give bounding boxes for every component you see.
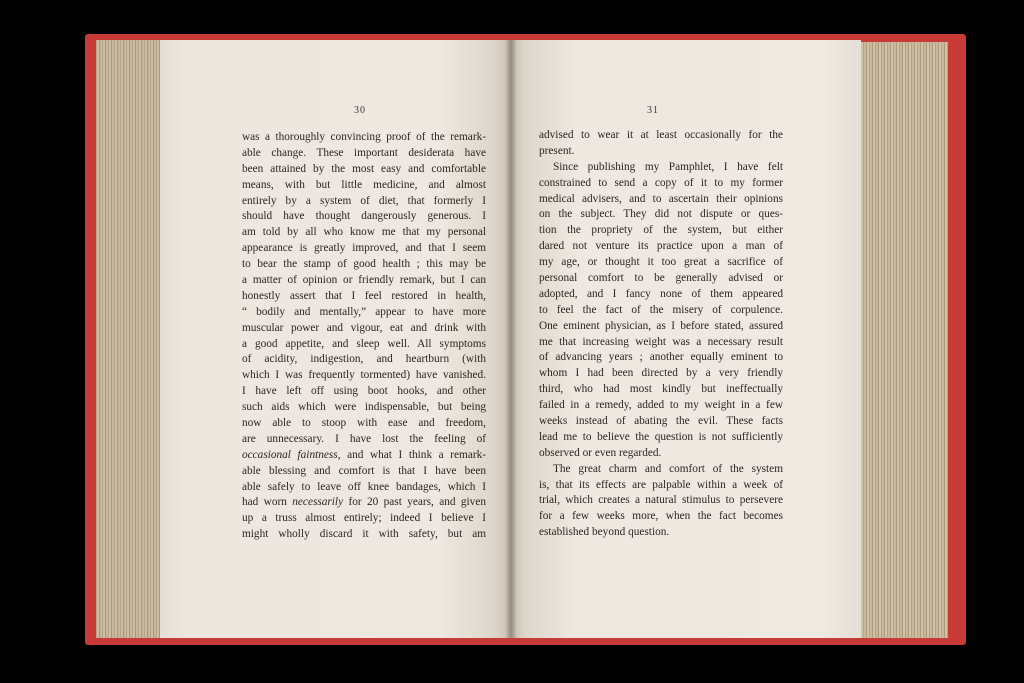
text-line: for a few weeks more, when the fact becomes bbox=[539, 510, 783, 523]
text-line: which I was frequently tormented) have vanished. bbox=[242, 369, 486, 382]
left-page bbox=[160, 40, 511, 638]
paragraph-first-line: The great charm and comfort of the system bbox=[553, 462, 783, 475]
text-line: adopted, and I fancy none of them appeared bbox=[539, 287, 783, 300]
text-line: tion the propriety of the system, but either bbox=[539, 224, 783, 237]
text-line: are unnecessary. I have lost the feeling of bbox=[242, 432, 486, 445]
text-line: to feel the fact of the misery of corpulence. bbox=[539, 303, 783, 316]
right-page-text bbox=[539, 128, 783, 541]
page-number: 31 bbox=[647, 105, 659, 116]
paragraph-first-line: Since publishing my Pamphlet, I have felt bbox=[553, 160, 783, 173]
text-line: appearance is greatly improved, and that I seem bbox=[242, 242, 486, 255]
text-line: advised to wear it at least occasionally for the bbox=[539, 129, 783, 141]
text-line: whom I had been directed by a very friendly bbox=[539, 367, 783, 380]
text-line: was a thoroughly convincing proof of the remark- bbox=[242, 131, 486, 143]
text-line: honestly assert that I feel restored in health, bbox=[242, 289, 486, 302]
text-line: established beyond question. bbox=[539, 526, 670, 539]
text-line: now able to stoop with ease and freedom, bbox=[242, 417, 486, 430]
text-line: am told by all who know me that my personal bbox=[242, 226, 486, 239]
text-line: might wholly discard it with safety, but am bbox=[242, 528, 486, 541]
text-line: present. bbox=[539, 144, 575, 157]
text-line: had worn necessarily for 20 past years, and given bbox=[242, 496, 486, 509]
text-line: “ bodily and mentally,” appear to have more bbox=[242, 305, 486, 318]
page-edges-left bbox=[96, 40, 168, 638]
text-line: up a truss almost entirely; indeed I believe I bbox=[242, 512, 486, 525]
text-line: personal comfort to be generally advised or bbox=[539, 272, 783, 285]
left-page-text bbox=[242, 130, 486, 543]
text-line: such aids which were indispensable, but being bbox=[242, 401, 486, 414]
book-gutter bbox=[505, 40, 517, 638]
text-line: medical advisers, and to ascertain their opinions bbox=[539, 192, 783, 205]
text-line: me that increasing weight was a necessary result bbox=[539, 335, 783, 348]
text-line: able blessing and comfort is that I have been bbox=[242, 464, 486, 477]
text-line: trial, which creates a natural stimulus to persevere bbox=[539, 494, 783, 507]
text-line: weeks instead of abating the evil. These facts bbox=[539, 415, 783, 428]
text-line: a good appetite, and sleep well. All symptoms bbox=[242, 337, 486, 350]
text-line: been attained by the most easy and comfortable bbox=[242, 162, 486, 175]
text-line: failed in a remedy, added to my weight in a few bbox=[539, 399, 783, 412]
text-line: on the subject. They did not dispute or ques- bbox=[539, 208, 783, 221]
text-line: entirely by a system of diet, that formerly I bbox=[242, 194, 486, 207]
text-line: dared not venture its practice upon a man of bbox=[539, 240, 783, 253]
text-line: able safely to leave off knee bandages, which I bbox=[242, 480, 486, 493]
text-line: my age, or thought it too great a sacrifice of bbox=[539, 256, 783, 269]
text-line: to bear the stamp of good health ; this may be bbox=[242, 258, 486, 271]
text-line: should have thought dangerously generous. I bbox=[242, 210, 486, 223]
text-line: of advancing years ; another equally eminent to bbox=[539, 351, 783, 364]
text-line: observed or even regarded. bbox=[539, 446, 662, 459]
right-page bbox=[511, 40, 861, 638]
text-line: One eminent physician, as I before stated, assured bbox=[539, 319, 783, 332]
text-line: a matter of opinion or friendly remark, but I can bbox=[242, 274, 486, 287]
text-line: of acidity, indigestion, and heartburn (with bbox=[242, 353, 486, 366]
text-line: is, that its effects are palpable within a week of bbox=[539, 478, 783, 491]
text-line: able change. These important desiderata have bbox=[242, 146, 486, 159]
text-line: third, who had most kindly but ineffectually bbox=[539, 383, 783, 396]
page-number: 30 bbox=[354, 105, 366, 116]
text-line: muscular power and vigour, eat and drink with bbox=[242, 321, 486, 334]
text-line: I have left off using boot hooks, and other bbox=[242, 385, 486, 398]
text-line: constrained to send a copy of it to my former bbox=[539, 176, 783, 189]
page-edges-right bbox=[858, 42, 948, 638]
text-line-italic-start: occasional faintness, and what I think a remark- bbox=[242, 448, 487, 461]
text-line: means, with but little medicine, and almost bbox=[242, 178, 486, 191]
text-line: lead me to believe the question is not sufficiently bbox=[539, 430, 783, 443]
